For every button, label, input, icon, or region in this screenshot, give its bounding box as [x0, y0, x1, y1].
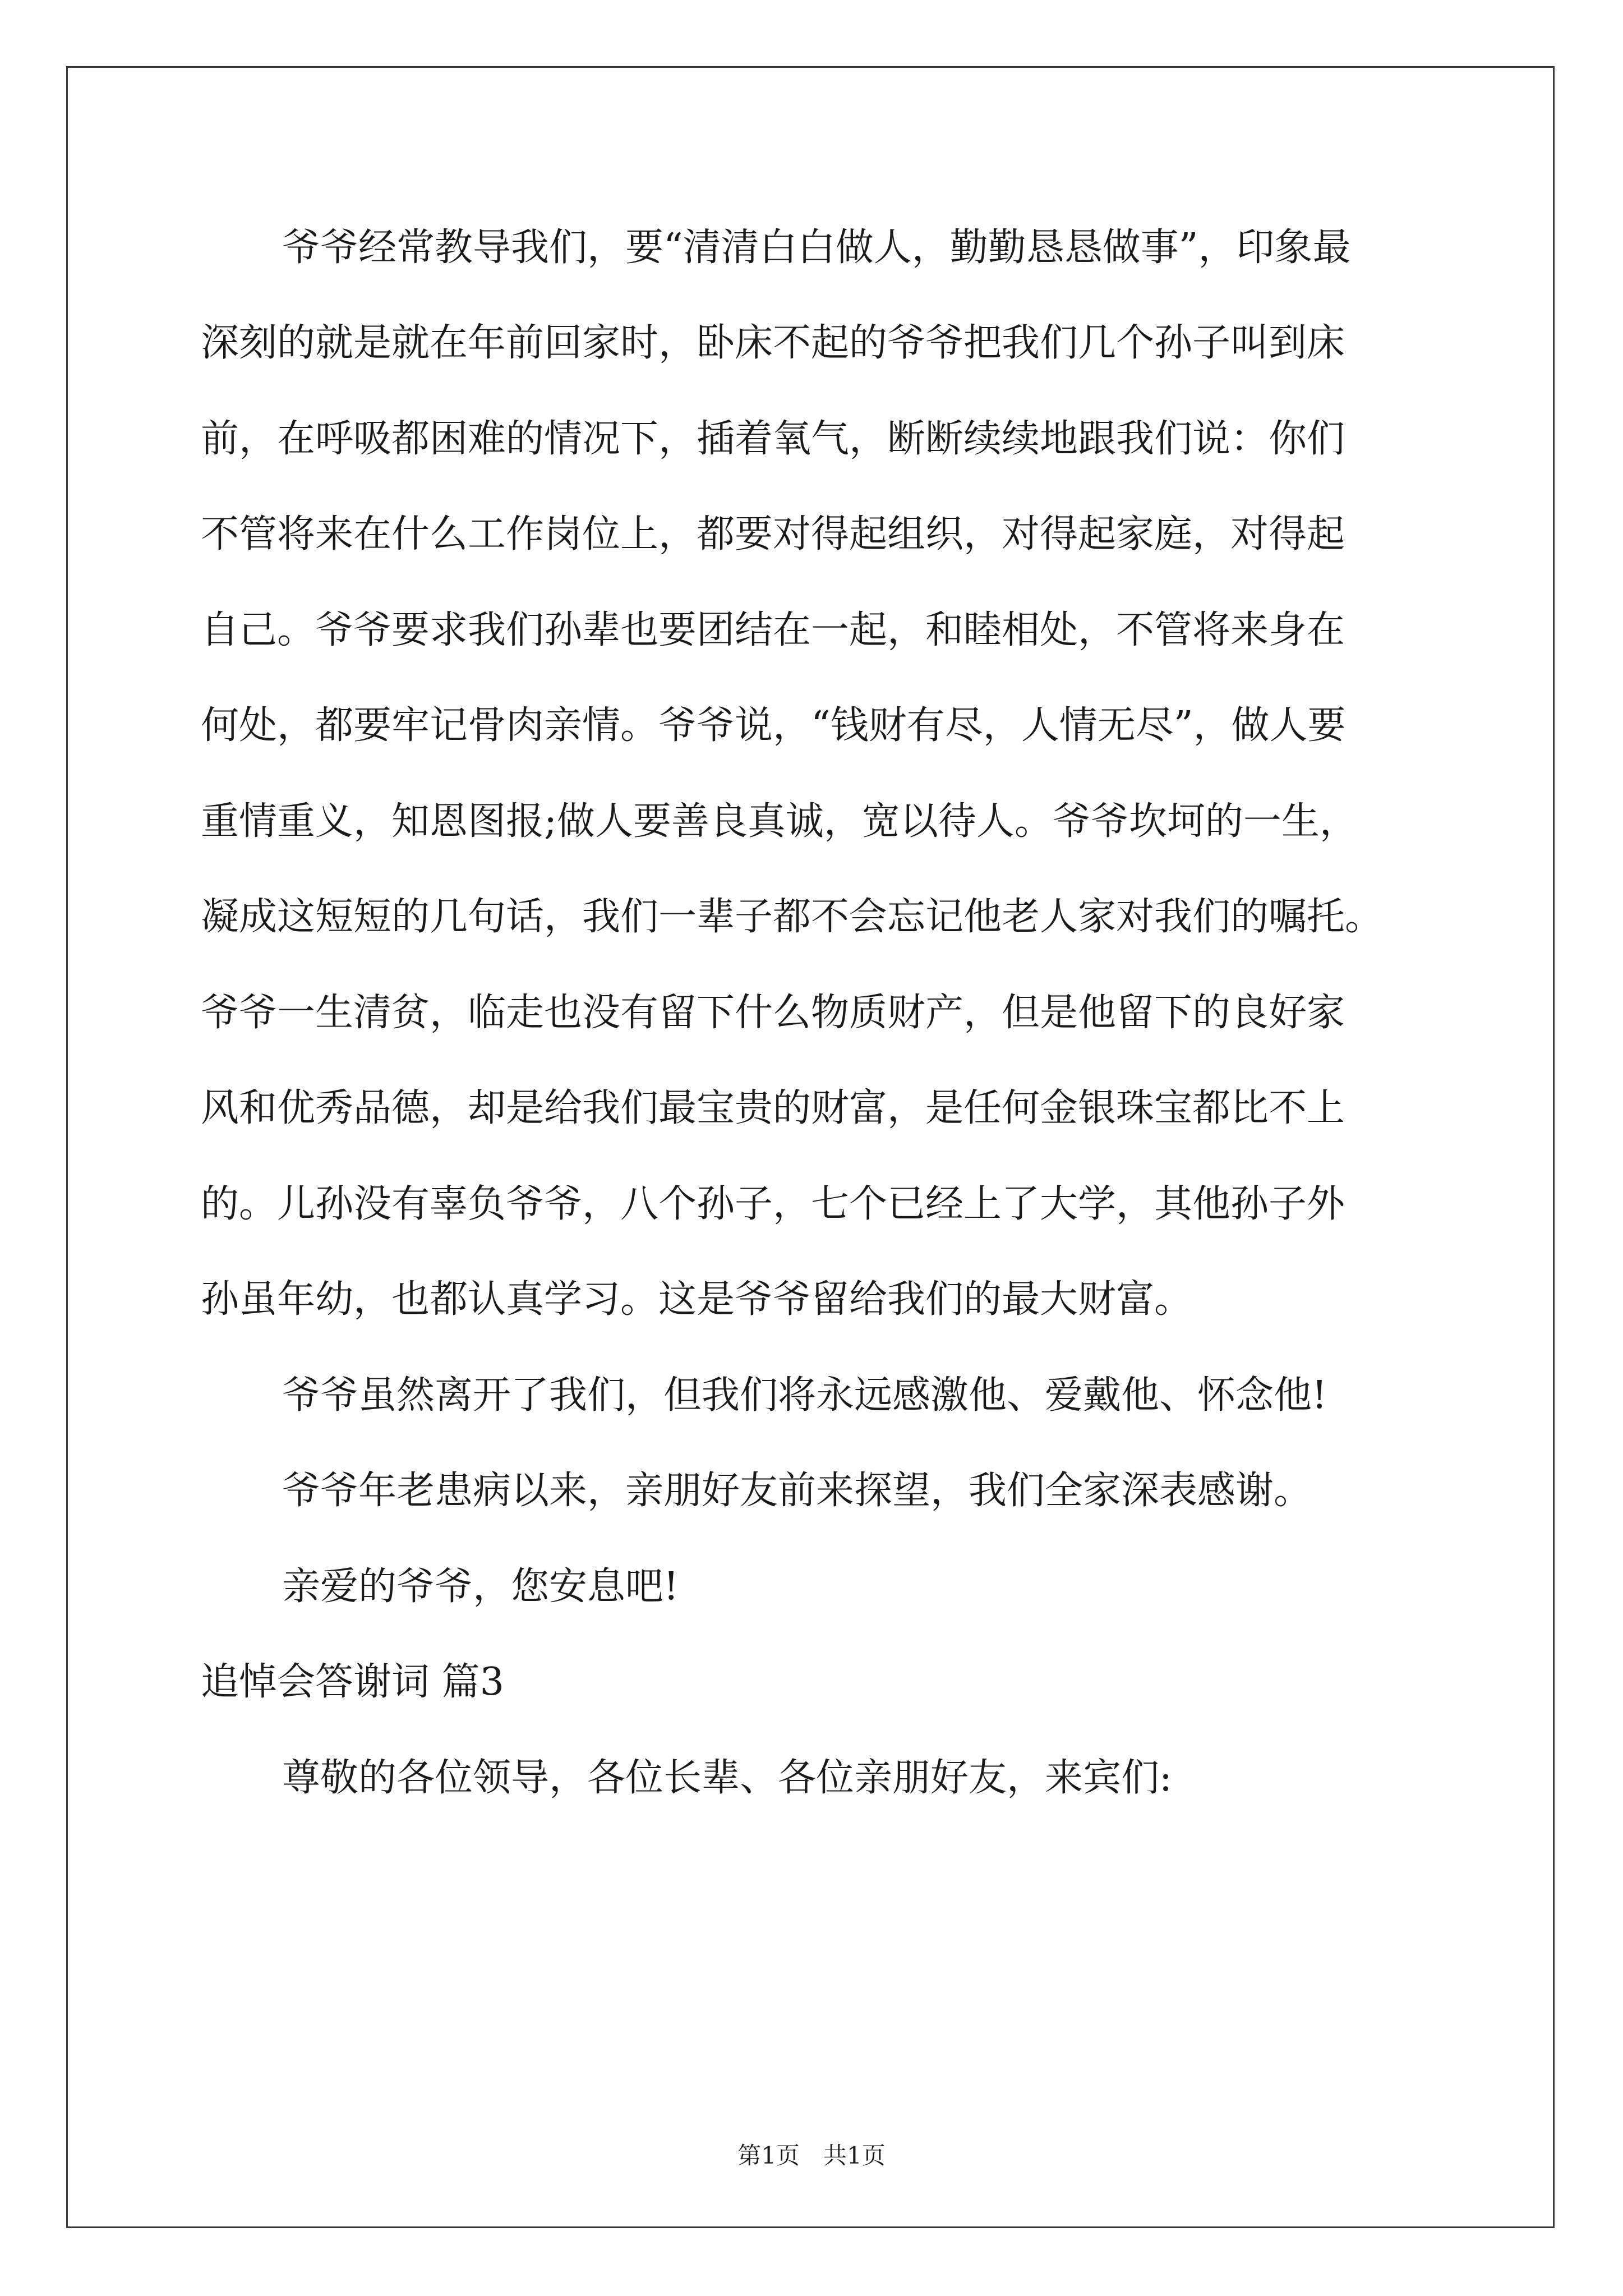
paragraph-line: 凝成这短短的几句话，我们一辈子都不会忘记他老人家对我们的嘱托。: [201, 895, 1384, 939]
paragraph-line: 爷爷年老患病以来，亲朋好友前来探望，我们全家深表感谢。: [282, 1469, 1312, 1513]
paragraph-line: 孙虽年幼，也都认真学习。这是爷爷留给我们的最大财富。: [201, 1277, 1193, 1322]
paragraph-line: 爷爷一生清贫，临走也没有留下什么物质财产，但是他留下的良好家: [201, 991, 1345, 1035]
paragraph-line: 风和优秀品德，却是给我们最宝贵的财富，是任何金银珠宝都比不上: [201, 1086, 1345, 1130]
paragraph-line: 的。儿孙没有辜负爷爷，八个孙子，七个已经上了大学，其他孙子外: [201, 1182, 1345, 1226]
paragraph-line: 前，在呼吸都困难的情况下，插着氧气，断断续续地跟我们说：你们: [201, 417, 1345, 461]
section-heading: 追悼会答谢词 篇3: [201, 1660, 504, 1704]
page-footer: 第1页 共1页: [737, 2142, 886, 2169]
paragraph-line: 不管将来在什么工作岗位上，都要对得起组织，对得起家庭，对得起: [201, 512, 1345, 556]
paragraph-line: 尊敬的各位领导，各位长辈、各位亲朋好友，来宾们:: [282, 1756, 1172, 1800]
paragraph-line: 自己。爷爷要求我们孙辈也要团结在一起，和睦相处，不管将来身在: [201, 608, 1345, 652]
paragraph-line: 何处，都要牢记骨肉亲情。爷爷说，“钱财有尽，人情无尽”，做人要: [201, 703, 1346, 748]
paragraph-line: 亲爱的爷爷，您安息吧!: [282, 1565, 679, 1609]
paragraph-line: 重情重义，知恩图报;做人要善良真诚，宽以待人。爷爷坎坷的一生，: [201, 799, 1358, 844]
paragraph-line: 爷爷经常教导我们，要“清清白白做人，勤勤恳恳做事”，印象最: [282, 226, 1351, 270]
paragraph-line: 爷爷虽然离开了我们，但我们将永远感激他、爱戴他、怀念他!: [282, 1373, 1327, 1418]
page-border: [66, 66, 1555, 2228]
paragraph-line: 深刻的就是就在年前回家时，卧床不起的爷爷把我们几个孙子叫到床: [201, 321, 1345, 365]
